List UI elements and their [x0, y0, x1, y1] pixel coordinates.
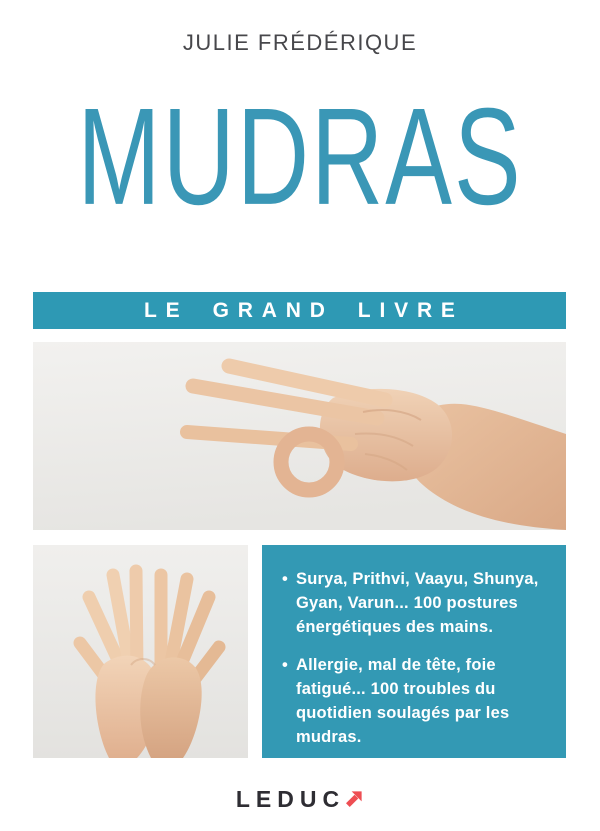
blurb-list — [282, 568, 550, 749]
book-title: MUDRAS — [77, 79, 523, 235]
publisher-arrow-icon — [345, 789, 364, 808]
author-name: JULIE FRÉDÉRIQUE — [182, 30, 418, 55]
subtitle-banner — [33, 292, 566, 329]
publisher-name: LEDUC — [235, 786, 346, 812]
subtitle-text: LE GRAND LIVRE — [144, 298, 464, 322]
lotus-mudra-hands-illustration — [33, 545, 248, 758]
gyan-mudra-hand-illustration — [33, 342, 566, 530]
blurb-item-troubles: • Allergie, mal de tête, foie fatigué... 100 troubles du quotidien soulagés par les mudras. — [282, 654, 550, 750]
main-mudra-photo — [33, 342, 566, 530]
back-blurb-box — [262, 545, 566, 758]
publisher-logo — [0, 786, 600, 813]
small-mudra-photo — [33, 545, 248, 758]
blurb-item-postures: • Surya, Prithvi, Vaayu, Shunya, Gyan, Varun... 100 postures énergétiques des mains. — [282, 568, 550, 640]
